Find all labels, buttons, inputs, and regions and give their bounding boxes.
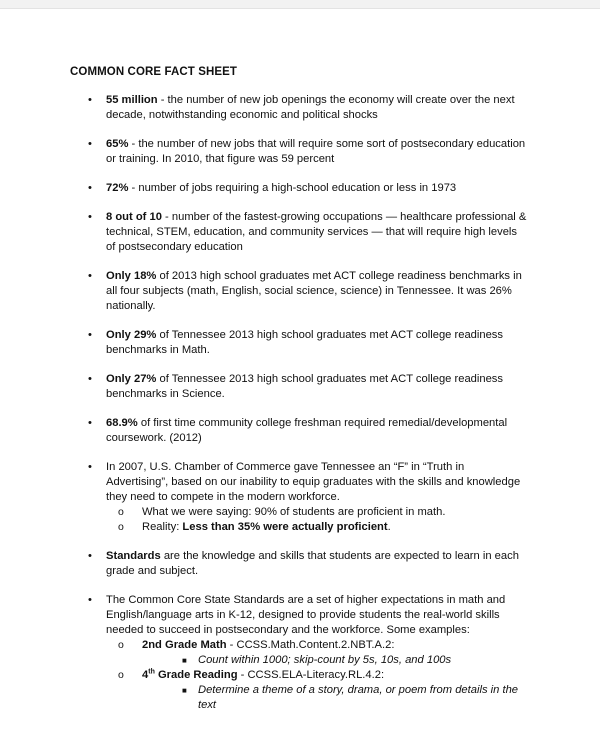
reading-sublist [142,683,528,713]
fact-item [88,137,528,167]
fact-highlight: 72% [106,182,129,194]
standards-text: are the knowledge and skills that students are expected to learn in each grade and subject. [106,550,519,577]
reality-highlight: Less than 35% were actually proficient [182,521,388,533]
reading-code: - CCSS.ELA-Literacy.RL.4.2: [237,669,385,681]
reading-grade-label [142,669,238,681]
fact-text: of first time community college freshman required remedial/developmental coursework. (2012) [106,417,508,444]
fact-highlight: 55 million [106,94,158,106]
fact-item [88,269,528,314]
math-example-text: ■ Count within 1000; skip-count by 5s, 10s, and 100s [142,653,528,668]
fact-highlight: 65% [106,138,129,150]
fact-highlight: Only 27% [106,373,157,385]
fact-highlight: Only 18% [106,270,157,282]
saying-item: o What we were saying: 90% of students are proficient in math. [106,505,528,520]
fact-highlight: Only 29% [106,329,157,341]
fact-text: of Tennessee 2013 high school graduates met ACT college readiness benchmarks in Science. [106,373,503,400]
reading-example-text: ■ Determine a theme of a story, drama, or poem from details in the text [142,683,528,713]
reading-grade-text: Grade Reading [154,669,238,681]
reading-example-item [106,668,528,713]
ccss-item [88,593,528,713]
ccss-examples [106,638,528,713]
fact-item [88,372,528,402]
fact-list [88,93,528,713]
reality-item [106,520,528,535]
standards-highlight: Standards [106,550,161,562]
reality-prefix: Reality: [142,521,183,533]
fact-item [88,181,528,196]
chamber-text: In 2007, U.S. Chamber of Commerce gave Tennessee an “F” in “Truth in Advertising”, based on our inability to equip graduates with the skills and knowledge they need to compete in the modern workforce. [106,461,521,503]
math-example-item [106,638,528,668]
reading-grade-ordinal: th [148,668,155,676]
reality-suffix: . [387,521,391,533]
standards-item [88,549,528,579]
reading-grade-number: 4 [142,669,149,681]
fact-text: of 2013 high school graduates met ACT college readiness benchmarks in all four subjects (math, English, social science, science) in Tennessee. It was 26% nationally. [106,270,522,312]
fact-text: of Tennessee 2013 high school graduates met ACT college readiness benchmarks in Math. [106,329,503,356]
fact-highlight: 8 out of 10 [106,211,162,223]
fact-item [88,328,528,358]
fact-text: - the number of new job openings the economy will create over the next decade, notwithstanding economic and political shocks [106,94,515,121]
page-title: COMMON CORE FACT SHEET [70,66,238,78]
math-sublist [142,653,528,668]
ccss-text: The Common Core State Standards are a set of higher expectations in math and English/language arts in K-12, designed to provide students the real-world skills needed to succeed in postsecondary and the workforce. Some examples: [106,594,506,636]
chamber-sublist [106,505,528,535]
chamber-fact-item [88,460,528,535]
fact-highlight: 68.9% [106,417,138,429]
fact-text: - the number of new jobs that will require some sort of postsecondary education or training. In 2010, that figure was 59 percent [106,138,526,165]
page-top-edge [0,0,600,9]
fact-item [88,93,528,123]
fact-item [88,416,528,446]
math-code: - CCSS.Math.Content.2.NBT.A.2: [226,639,395,651]
fact-text: - number of the fastest-growing occupations — healthcare professional & technical, STEM, education, and community services — that will require high levels of postsecondary education [106,211,527,253]
fact-text: - number of jobs requiring a high-school education or less in 1973 [128,182,457,194]
fact-item [88,210,528,255]
math-grade-label: 2nd Grade Math [142,639,227,651]
